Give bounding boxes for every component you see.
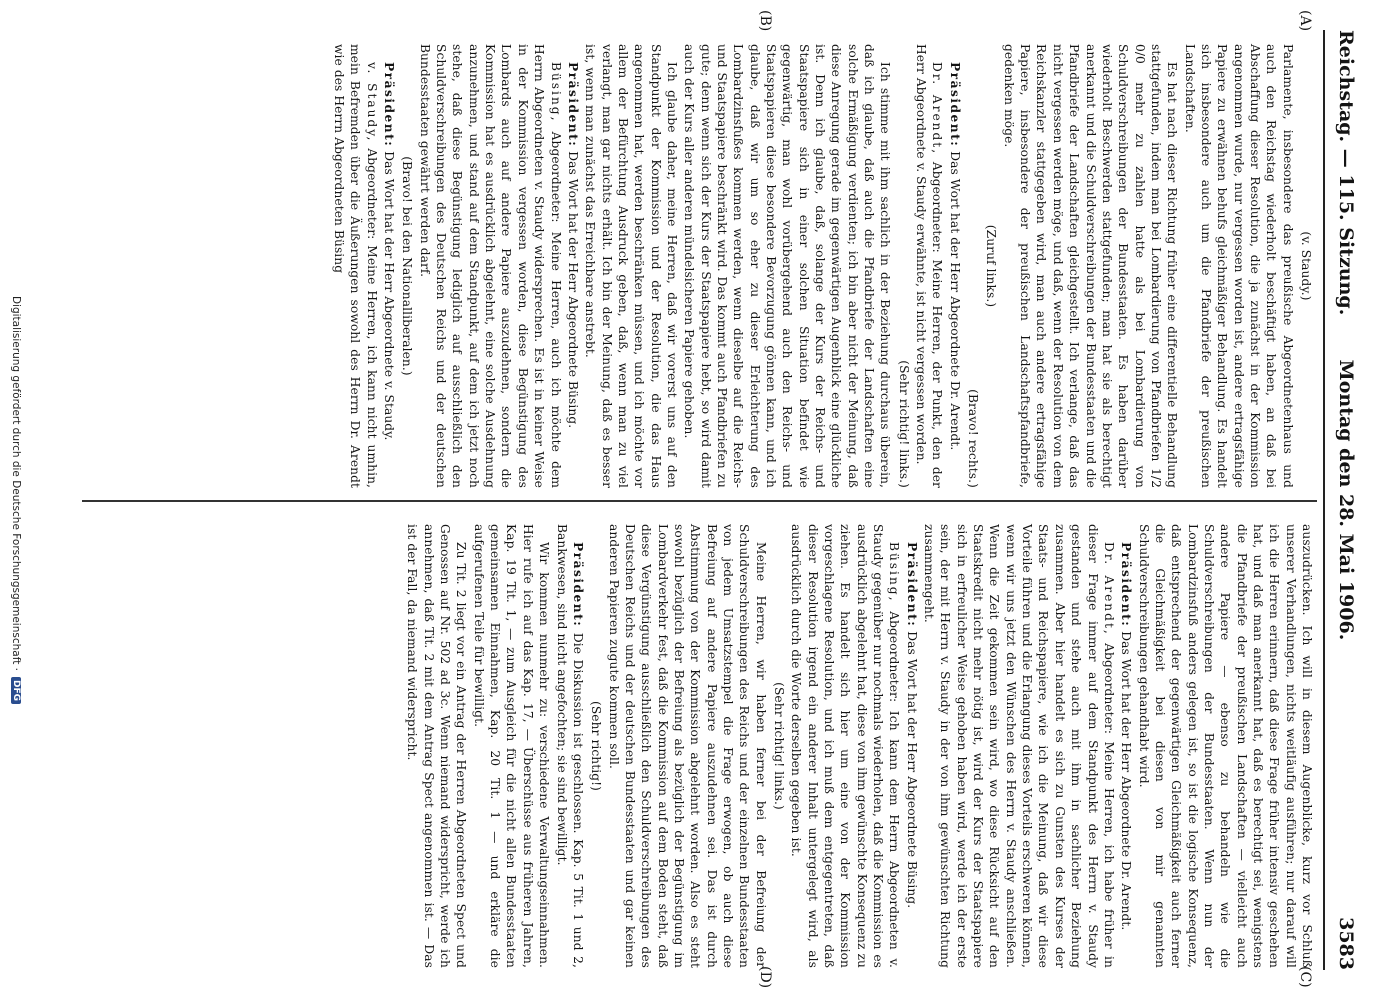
dfg-logo: DFG xyxy=(11,677,21,704)
speech-text: Abgeordneter: Ich kann dem Herrn Abgeordneten v. Staudy gegenüber nur nochmals wiederholen, daß die Kommission es ausdrücklich abgelehnt hat, diese von ihm gewünschte Konsequenz zu ziehen. Es handelt sich hier um eine von der Kommission vorgeschlagene Resolution, und ich muß dem entgegentreten, daß dieser Resolution irgend ein anderer Inhalt untergelegt wird, als ausdrücklich durch die Worte derselben gegeben ist. xyxy=(789,524,902,968)
paragraph xyxy=(565,44,581,488)
paragraph xyxy=(416,44,563,488)
paragraph: Parlamente, insbesondere das preußische Abgeordnetenhaus und auch den Reichstag wiederholt beschäftigt haben, an daß bei Abschaffung dieser Resolution, die ja zunächst in der Kommission angenommen wurde, nur vergessen worden ist, andere ertragsfähige Papiere zu erwähnen behufs gleichmäßiger Behandlung. Es handelt sich insbesondere auch um die Pfandbriefe der preußischen Landschaften. xyxy=(1182,44,1295,488)
margin-mark-c: (C) xyxy=(1297,966,1313,988)
page-number: 3583 xyxy=(1335,917,1357,970)
paragraph: Zu Tit. 2 liegt vor ein Antrag der Herren Abgeordneten Spect und Genossen auf Nr. 502 ad 3c. Wenn niemand widerspricht, werde ich annehmen, daß Tit. 2 mit dem Antrag Spect angenommen ist. — Das ist der Fall, da niemand widerspricht. xyxy=(405,524,469,968)
column-divider xyxy=(82,500,1317,502)
paragraph xyxy=(553,524,586,968)
paragraph: Meine Herren, wir haben ferner bei der Befreiung der Schuldverschreibungen des Reichs und der einzelnen Bundesstaaten von jedem Umsatzstempel die Frage erwogen, ob auch diese Befreiung auf andere Papiere auszudehnen sei. Das ist durch Abstimmung von der Kommission abgelehnt worden. Also es steht sowohl bezüglich der Befreiung als bezüglich der Begünstigung im Lombardverkehr fest, daß die Kommission auf dem Boden steht, daß diese Vergünstigung ausschließlich den Schuldverschreibungen des Deutschen Reichs und der deutschen Bundesstaaten und gar keinen anderen Papieren zugute kommen soll. xyxy=(606,524,768,968)
interjection: (Sehr richtig! links.) xyxy=(772,682,786,810)
paragraph xyxy=(1118,524,1134,968)
paragraph xyxy=(946,44,962,488)
running-head xyxy=(1323,30,1363,970)
speaker-name: v. Staudy, xyxy=(364,62,379,143)
speech-text: Abgeordneter: Meine Herren, ich habe früher in dieser Frage immer auf dem Standpunkt des Herrn v. Staudy gestanden und stehe auch mit ihm in sachlicher Beziehung zusammen. Aber hier handelt es sich zu Gunsten des Kurses der Staats- und Reichspapiere, wie ich die Meinung, daß wir diese Vorteile führen und die Erlangung dieses Vorteils erschweren können, wenn wir uns jetzt den Wünschen des Herrn v. Staudy anschließen. Wenn die Zeit gekommen sein wird, wo diese Rücksicht auf den Staatskredit nicht mehr nötig ist, wird der Kurs der Staatspapiere sich in erfreulicher Weise gehoben haben wird, werde ich der erste sein, der mit Herrn v. Staudy in der von ihm gewünschten Richtung zusammengeht. xyxy=(922,524,1116,968)
right-column xyxy=(403,524,1315,968)
speech-text: Das Wort hat der Herr Abgeordnete v. Staudy. xyxy=(382,151,397,441)
paragraph xyxy=(921,524,1117,968)
session-date: Montag den 28. Mai 1906. xyxy=(1335,359,1357,641)
credit-text: Digitalisierung gefördert durch die Deutsche Forschungsgemeinschaft · xyxy=(10,295,22,672)
speech-text: Das Wort hat der Herr Abgeordnete Büsing. xyxy=(565,151,580,429)
interjection: (Bravo! bei den Nationalliberalen.) xyxy=(400,156,415,376)
speaker-name: Büsing, xyxy=(548,62,563,123)
speech-text: Die Diskussion ist geschlossen. Kap. 5 Tit. 1 und 2, Bankwesen, sind nicht angefochten; sie sind bewilligt. xyxy=(554,524,585,968)
session-title: Reichstag. — 115. Sitzung. xyxy=(1335,30,1357,316)
digitization-credit xyxy=(10,0,22,1000)
paragraph: auszudrücken. Ich will in diesem Augenblicke, kurz vor Schluß unserer Verhandlungen, nichts weitläufig ausführen; nur darauf will ich die Herren erinnern, daß diese Frage früher intensiv geschehen hat, und daß man anerkannt hat, daß es berechtigt sei, wenigstens die Pfandbriefe der preußischen Landschaften — vielleicht auch andere Papiere — ebenso zu behandeln wie die Schuldverschreibungen der Bundesstaaten. Wenn nun der Lombardzinsfuß anders gelegen ist, so ist die logische Konsequenz, daß entsprechend der gegenwärtigen Gleichmäßigkeit auch ferner die Gleichmäßigkeit bei diesen von mir genannten Schuldverschreibungen gehandhabt wird. xyxy=(1136,524,1314,968)
speaker-label: Präsident: xyxy=(947,62,962,148)
speech-text: Das Wort hat der Herr Abgeordnete Dr. Arendt. xyxy=(947,151,962,451)
speaker-name: Dr. Arendt, xyxy=(930,62,945,156)
margin-mark-b: (B) xyxy=(757,10,773,32)
interjection: (Sehr richtig!) xyxy=(589,700,604,791)
paragraph: Wir kommen nunmehr zu: verschiedene Verwaltungseinnahmen. Hier rufe ich auf das Kap. 17, — Überschüsse aus früheren Jahren, Kap. 19 Tit. 1, — zum Ausgleich für die nicht allen Bundesstaaten gemeinsamen Einnahmen, Kap. 20 Tit. 1 — und erkläre die aufgerufenen Teile für bewilligt. xyxy=(471,524,552,968)
margin-mark-d: (D) xyxy=(757,966,773,989)
paragraph xyxy=(381,44,397,488)
speech-text: Abgeordneter: Meine Herren, ich kann nicht umhin, mein Befremden über die Äußerungen sowohl des Herrn Dr. Arendt wie des Herrn Abgeordneten Büsing xyxy=(332,44,379,489)
speech-text: Das Wort hat der Herr Abgeordnete Dr. Arendt. xyxy=(1119,631,1134,931)
paragraph xyxy=(903,524,919,968)
paragraph xyxy=(331,44,380,488)
interjection: (Bravo! rechts.) xyxy=(966,389,981,488)
speaker-name: Dr. Arendt, xyxy=(1101,542,1116,636)
paragraph xyxy=(788,524,902,968)
left-column xyxy=(330,44,1315,488)
speaker-label: Präsident: xyxy=(570,542,585,628)
speaker-label: Präsident: xyxy=(1119,542,1134,628)
speaker-label: Präsident: xyxy=(382,62,397,148)
speech-text: Abgeordneter: Meine Herren, auch ich möchte dem Herrn Abgeordneten v. Staudy widersprechen. Es ist in keiner Weise in der Kommission vergessen worden, diese Begünstigung des Lombards auch auf andere Papiere auszudehnen, sondern die Kommission hat es ausdrücklich abgelehnt, eine solche Ausdehnung anzunehmen, und stand auf dem Standpunkt, auf dem ich jetzt noch stehe, daß diese Begünstigung lediglich auf ausschließlich den Schuldverschreibungen des Deutschen Reichs und der deutschen Bundesstaaten gewährt werden darf. xyxy=(417,44,563,488)
paragraph: Es hat nach dieser Richtung früher eine differentielle Behandlung stattgefunden, indem man bei Lombardierung von Pfandbriefen 1/2 0/0 mehr zu zahlen hatte als bei Lombardierung von Schuldverschreibungen der Bundesstaaten. Es haben darüber wiederholt Beschwerden stattgefunden; man hat sie als berechtigt anerkannt und die Schuldverschreibungen der Bundesstaaten und die Pfandbriefe der Landschaften gleichgestellt. Ich verlange, daß das nicht vergessen werden möge, und daß, wenn der Resolution von dem Reichskanzler stattgegeben wird, man auch andere ertragsfähige Papiere, insbesondere der preußischen Landschaftspfandbriefe, gedenken möge. xyxy=(1001,44,1180,488)
margin-mark-a: (A) xyxy=(1297,10,1313,32)
speaker-label: Präsident: xyxy=(565,62,580,148)
paragraph: Ich glaube daher, meine Herren, daß wir vorerst uns auf den Standpunkt der Kommission und der Resolution, die das Haus angenommen hat, werden beschränken müssen, und ich möchte vor allem der Befürchtung Ausdruck geben, daß, wenn man zu viel verlangt, man gar nichts erhält. Ich bin der Meinung, daß es besser ist, wenn man zunächst das Erreichbare anstrebt. xyxy=(583,44,679,488)
interjection: (Sehr richtig! links.) xyxy=(896,360,911,488)
speaker-continuation: (v. Staudy.) xyxy=(1299,231,1313,301)
speaker-name: Büsing, xyxy=(887,542,902,603)
speech-text: Das Wort hat der Herr Abgeordnete Büsing. xyxy=(904,631,919,909)
speaker-label: Präsident: xyxy=(904,542,919,628)
paragraph xyxy=(913,44,946,488)
interjection: (Zuruf links.) xyxy=(984,224,999,308)
paragraph: Ich stimme mit ihm sachlich in der Beziehung durchaus überein, daß ich glaube, daß auch die Pfandbriefe der Landschaften eine solche Ermäßigung verdienten; ich bin aber nicht der Meinung, daß diese Anregung gerade im gegenwärtigen Augenblick eine glückliche ist. Denn ich glaube, daß, solange der Kurs der Reichs- und Staatspapiere sich in einer solchen Situation befindet wie gegenwärtig, man wohl vorübergehend auch den Reichs- und Staatspapieren diese besondere Bevorzugung gönnen kann, und ich glaube, daß wir um so eher zu dieser Erleichterung des Lombardzinsfußes kommen werden, wenn dieselbe auf die Reichs- und Staatspapiere beschränkt wird. Das kommt auch Pfandbriefen zu gute; denn wenn sich der Kurs der Staatspapiere hebt, so wird damit auch der Kurs aller anderen mündelsicheren Papiere gehoben. xyxy=(682,44,893,488)
speech-text: Abgeordneter: Meine Herren, der Punkt, den der Herr Abgeordnete v. Staudy erwähnte, ist nicht vergessen worden. xyxy=(914,44,945,488)
